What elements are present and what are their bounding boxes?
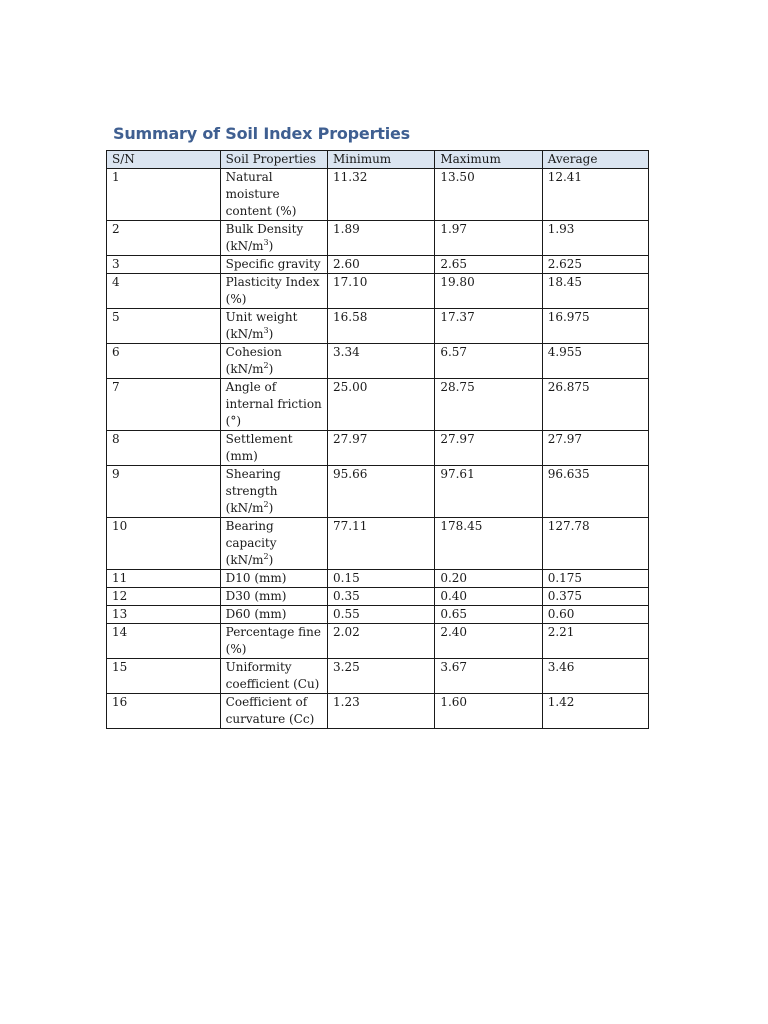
cell-property: Angle of internal friction (°)	[220, 379, 327, 431]
cell-sn: 11	[107, 570, 221, 588]
table-row	[107, 518, 649, 570]
table-row	[107, 256, 649, 274]
table-row	[107, 570, 649, 588]
cell-average: 96.635	[542, 466, 648, 518]
cell-property: D60 (mm)	[220, 606, 327, 624]
cell-minimum: 16.58	[328, 309, 435, 344]
cell-average: 16.975	[542, 309, 648, 344]
cell-property: Uniformity coefficient (Cu)	[220, 659, 327, 694]
cell-average: 26.875	[542, 379, 648, 431]
header-minimum: Minimum	[328, 151, 435, 169]
cell-maximum: 0.40	[435, 588, 542, 606]
table-row	[107, 624, 649, 659]
cell-maximum: 17.37	[435, 309, 542, 344]
cell-average: 0.175	[542, 570, 648, 588]
cell-property: Specific gravity	[220, 256, 327, 274]
unit-close: )	[268, 327, 274, 341]
cell-property	[220, 309, 327, 344]
cell-minimum: 11.32	[328, 169, 435, 221]
cell-sn: 6	[107, 344, 221, 379]
table-row	[107, 169, 649, 221]
header-average: Average	[542, 151, 648, 169]
property-text: Shearing strength (kN/m	[225, 467, 281, 515]
cell-sn: 9	[107, 466, 221, 518]
cell-property: Coefficient of curvature (Cc)	[220, 694, 327, 729]
table-row	[107, 431, 649, 466]
cell-average: 12.41	[542, 169, 648, 221]
cell-average: 0.375	[542, 588, 648, 606]
cell-maximum: 1.60	[435, 694, 542, 729]
table-row	[107, 344, 649, 379]
cell-minimum: 3.34	[328, 344, 435, 379]
unit-close: )	[268, 553, 274, 567]
property-text: Cohesion (kN/m	[225, 345, 282, 376]
cell-minimum: 2.02	[328, 624, 435, 659]
cell-minimum: 77.11	[328, 518, 435, 570]
property-text: Unit weight (kN/m	[225, 310, 298, 341]
cell-property	[220, 466, 327, 518]
cell-average: 2.625	[542, 256, 648, 274]
cell-minimum: 95.66	[328, 466, 435, 518]
cell-maximum: 97.61	[435, 466, 542, 518]
cell-sn: 8	[107, 431, 221, 466]
cell-minimum: 1.23	[328, 694, 435, 729]
table-row	[107, 659, 649, 694]
table-header-row	[107, 151, 649, 169]
cell-minimum: 0.15	[328, 570, 435, 588]
cell-maximum: 2.40	[435, 624, 542, 659]
cell-average: 1.42	[542, 694, 648, 729]
cell-average: 27.97	[542, 431, 648, 466]
property-text: Bulk Density (kN/m	[225, 222, 304, 253]
cell-maximum: 1.97	[435, 221, 542, 256]
cell-minimum: 0.55	[328, 606, 435, 624]
cell-property: Plasticity Index (%)	[220, 274, 327, 309]
cell-maximum: 27.97	[435, 431, 542, 466]
cell-sn: 5	[107, 309, 221, 344]
cell-minimum: 17.10	[328, 274, 435, 309]
cell-minimum: 1.89	[328, 221, 435, 256]
cell-average: 0.60	[542, 606, 648, 624]
unit-superscript: 2	[263, 552, 269, 561]
table-row	[107, 588, 649, 606]
cell-maximum: 19.80	[435, 274, 542, 309]
table-row	[107, 309, 649, 344]
cell-average: 2.21	[542, 624, 648, 659]
cell-maximum: 0.65	[435, 606, 542, 624]
unit-close: )	[268, 501, 274, 515]
cell-sn: 14	[107, 624, 221, 659]
cell-maximum: 6.57	[435, 344, 542, 379]
cell-minimum: 2.60	[328, 256, 435, 274]
cell-maximum: 13.50	[435, 169, 542, 221]
cell-property: Settlement (mm)	[220, 431, 327, 466]
cell-average: 127.78	[542, 518, 648, 570]
cell-sn: 16	[107, 694, 221, 729]
property-text: Bearing capacity (kN/m	[225, 519, 277, 567]
cell-maximum: 3.67	[435, 659, 542, 694]
cell-maximum: 178.45	[435, 518, 542, 570]
header-sn: S/N	[107, 151, 221, 169]
cell-sn: 10	[107, 518, 221, 570]
cell-property	[220, 518, 327, 570]
unit-close: )	[268, 362, 274, 376]
cell-property: D10 (mm)	[220, 570, 327, 588]
cell-property	[220, 221, 327, 256]
page-title: Summary of Soil Index Properties	[113, 124, 410, 143]
cell-property: Percentage fine (%)	[220, 624, 327, 659]
header-maximum: Maximum	[435, 151, 542, 169]
table-row	[107, 466, 649, 518]
cell-maximum: 28.75	[435, 379, 542, 431]
cell-sn: 3	[107, 256, 221, 274]
cell-average: 4.955	[542, 344, 648, 379]
table-row	[107, 221, 649, 256]
cell-minimum: 3.25	[328, 659, 435, 694]
cell-minimum: 25.00	[328, 379, 435, 431]
cell-property: D30 (mm)	[220, 588, 327, 606]
cell-sn: 2	[107, 221, 221, 256]
cell-property	[220, 344, 327, 379]
cell-maximum: 2.65	[435, 256, 542, 274]
unit-superscript: 2	[263, 361, 269, 370]
table-row	[107, 694, 649, 729]
cell-sn: 7	[107, 379, 221, 431]
table-row	[107, 274, 649, 309]
table-row	[107, 606, 649, 624]
cell-property: Natural moisture content (%)	[220, 169, 327, 221]
cell-sn: 13	[107, 606, 221, 624]
unit-superscript: 3	[263, 326, 269, 335]
cell-minimum: 27.97	[328, 431, 435, 466]
cell-sn: 15	[107, 659, 221, 694]
cell-average: 18.45	[542, 274, 648, 309]
cell-maximum: 0.20	[435, 570, 542, 588]
unit-superscript: 3	[263, 238, 269, 247]
soil-properties-table	[106, 150, 649, 729]
unit-close: )	[268, 239, 274, 253]
cell-average: 1.93	[542, 221, 648, 256]
header-soil-properties: Soil Properties	[220, 151, 327, 169]
table-row	[107, 379, 649, 431]
cell-sn: 4	[107, 274, 221, 309]
cell-minimum: 0.35	[328, 588, 435, 606]
cell-sn: 12	[107, 588, 221, 606]
cell-average: 3.46	[542, 659, 648, 694]
cell-sn: 1	[107, 169, 221, 221]
unit-superscript: 2	[263, 500, 269, 509]
